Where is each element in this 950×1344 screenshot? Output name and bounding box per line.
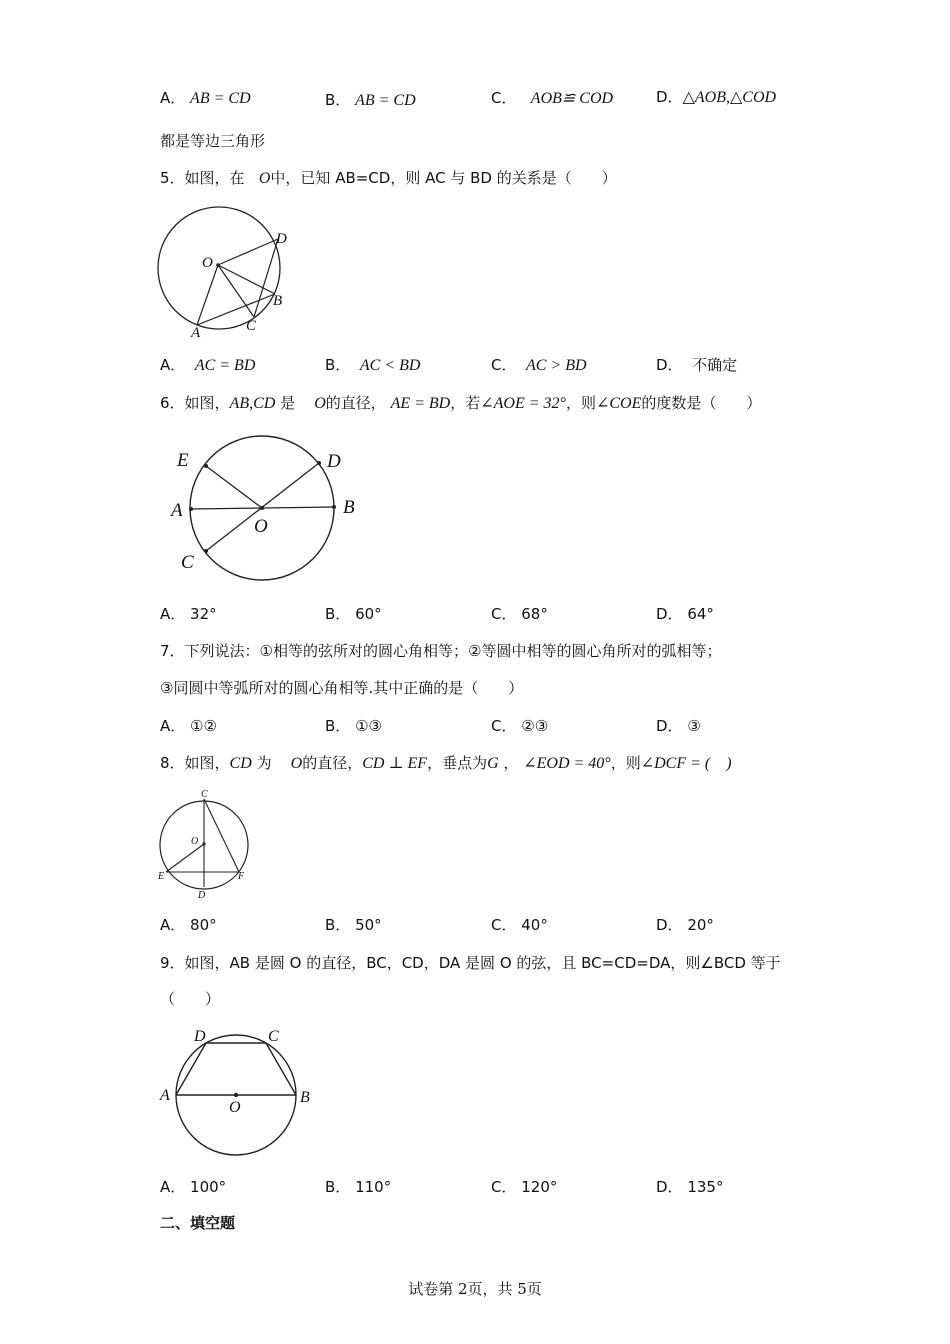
q9-option-c[interactable]: C． 120° [491, 1178, 558, 1196]
q5-label-c: C [246, 318, 257, 334]
q7-stem-line2: ③同圆中等弧所对的圆心角相等.其中正确的是（ ） [160, 679, 524, 697]
q6-label-o: O [254, 516, 268, 537]
q9-label-b: B [300, 1089, 310, 1106]
q8-figure [152, 785, 257, 903]
q6-option-a[interactable]: A． 32° [160, 605, 217, 623]
q7-option-b[interactable]: B． ①③ [325, 717, 382, 735]
q6-option-b[interactable]: B． 60° [325, 605, 382, 623]
q8-option-b[interactable]: B． 50° [325, 916, 382, 934]
q8-option-c[interactable]: C． 40° [491, 916, 548, 934]
q6-label-a: A [171, 500, 183, 521]
q9-label-o: O [229, 1099, 241, 1116]
section-heading-fill-in: 二、填空题 [160, 1214, 236, 1232]
q9-option-d[interactable]: D． 135° [656, 1178, 724, 1196]
q7-option-d[interactable]: D． ③ [656, 717, 701, 735]
q8-label-f: F [238, 871, 245, 882]
q6-label-e: E [177, 450, 189, 471]
page-footer: 试卷第 2页，共 5页 [408, 1280, 542, 1298]
q5-label-o: O [202, 255, 213, 271]
q9-stem-line2: （ ） [160, 990, 221, 1008]
q9-stem-line1: 9．如图，AB 是圆 O 的直径，BC，CD，DA 是圆 O 的弦，且 BC=CD=DA，则∠BCD 等于 [160, 954, 781, 972]
q9-figure [155, 1025, 320, 1175]
q8-label-d: D [198, 890, 206, 901]
q5-option-a[interactable]: A． AC = BD [160, 356, 256, 374]
q5-label-b: B [273, 293, 283, 309]
q5-option-d[interactable]: D． 不确定 [656, 356, 738, 374]
q9-label-c: C [268, 1028, 279, 1045]
q8-stem: 8．如图，CD 为 O的直径，CD ⊥ EF，垂点为G ， ∠EOD = 40°，则∠DCF = ( ) [160, 754, 732, 772]
q9-label-d: D [194, 1028, 206, 1045]
q8-option-a[interactable]: A． 80° [160, 916, 217, 934]
q5-stem: 5．如图，在 O中，已知 AB=CD，则 AC 与 BD 的关系是（ ） [160, 169, 617, 187]
q4-option-c[interactable]: C． AOB≌ COD [491, 89, 614, 107]
q4-option-b[interactable]: B． AB = CD [325, 91, 416, 109]
q9-option-a[interactable]: A． 100° [160, 1178, 227, 1196]
q4-option-d[interactable]: D．△AOB,△COD [656, 88, 777, 106]
q6-option-c[interactable]: C． 68° [491, 605, 548, 623]
q7-option-c[interactable]: C． ②③ [491, 717, 549, 735]
q6-label-c: C [181, 552, 194, 573]
q9-label-a: A [160, 1087, 170, 1104]
q9-option-b[interactable]: B． 110° [325, 1178, 392, 1196]
q8-label-o: O [191, 836, 199, 847]
q6-stem: 6．如图，AB,CD 是 O的直径， AE = BD，若∠AOE = 32°，则∠COE的度数是（ ） [160, 394, 762, 412]
q8-label-e: E [158, 871, 165, 882]
q6-label-d: D [327, 451, 341, 472]
q7-stem-line1: 7．下列说法：①相等的弦所对的圆心角相等；②等圆中相等的圆心角所对的弧相等； [160, 642, 722, 660]
q5-option-b[interactable]: B． AC < BD [325, 356, 421, 374]
q5-label-d: D [276, 231, 287, 247]
q8-option-d[interactable]: D． 20° [656, 916, 714, 934]
q6-label-b: B [343, 497, 355, 518]
q6-figure [165, 428, 365, 588]
q7-option-a[interactable]: A． ①② [160, 717, 217, 735]
q5-label-a: A [191, 325, 201, 340]
q8-label-c: C [201, 789, 208, 800]
q4-option-a[interactable]: A． AB = CD [160, 89, 251, 107]
q6-option-d[interactable]: D． 64° [656, 605, 714, 623]
q5-option-c[interactable]: C． AC > BD [491, 356, 587, 374]
q5-figure [150, 195, 300, 340]
q4-option-d-continuation: 都是等边三角形 [160, 132, 266, 150]
